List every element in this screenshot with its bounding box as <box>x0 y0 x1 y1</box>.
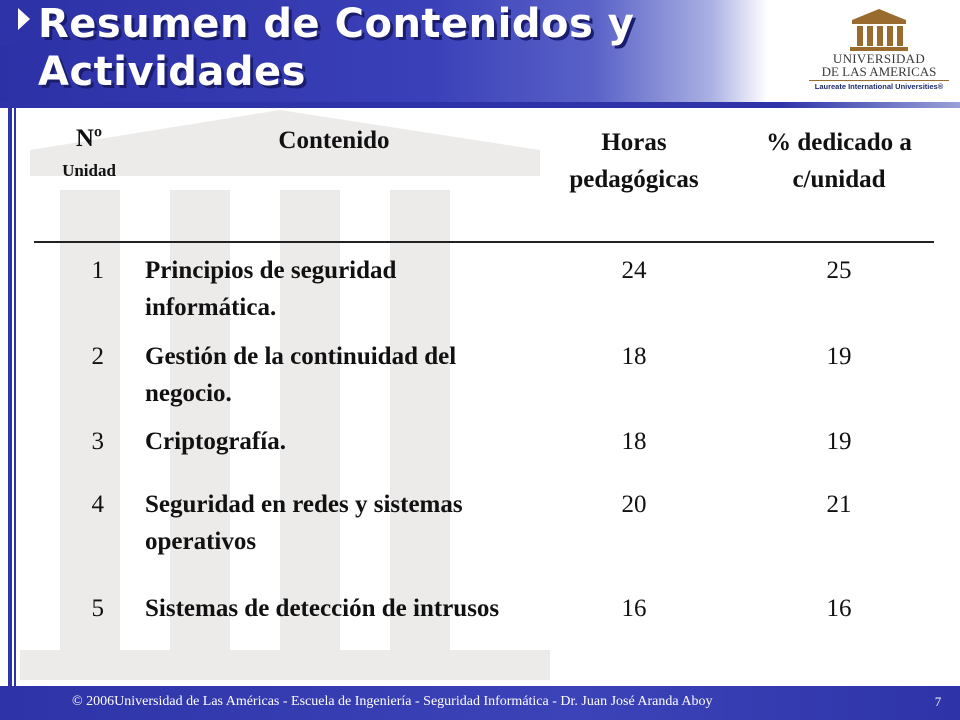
header-content: Contenido <box>278 127 390 154</box>
logo-line-1: UNIVERSIDAD <box>832 51 926 66</box>
columns-building-icon <box>848 8 910 52</box>
header-num-label: Nº <box>75 125 103 152</box>
row-content: Principios de seguridad informática. <box>145 257 397 321</box>
row-hours: 18 <box>621 343 647 370</box>
row-num: 2 <box>91 343 104 370</box>
header-num-sub: Unidad <box>62 161 116 180</box>
header-percent: % dedicado a c/unidad <box>766 129 912 193</box>
header-hours: Horas pedagógicas <box>569 129 699 193</box>
logo-line-3: Laureate International Universities® <box>814 82 944 91</box>
university-logo <box>806 8 952 98</box>
row-hours: 18 <box>621 428 647 455</box>
row-num: 4 <box>91 491 104 518</box>
row-num: 1 <box>91 257 104 284</box>
row-content: Criptografía. <box>145 428 286 455</box>
title-bullet-arrow-icon <box>18 8 30 30</box>
row-percent: 19 <box>826 428 852 455</box>
row-content: Gestión de la continuidad del negocio. <box>145 343 457 407</box>
slide-title: Resumen de Contenidos y Actividades <box>38 1 635 95</box>
row-hours: 20 <box>621 491 647 518</box>
row-hours: 24 <box>621 257 647 284</box>
row-percent: 25 <box>826 257 852 284</box>
row-num: 5 <box>91 595 104 622</box>
table-header <box>34 124 934 242</box>
header-divider <box>34 241 934 243</box>
left-vertical-rule <box>8 100 12 686</box>
header-num <box>34 124 144 188</box>
row-percent: 21 <box>826 491 852 518</box>
row-percent: 16 <box>826 595 852 622</box>
logo-divider <box>809 80 949 81</box>
banner-left-accent <box>0 0 18 46</box>
footer-credits: © 2006Universidad de Las Américas - Escuela de Ingeniería - Seguridad Informática - Dr. Juan José Aranda Aboy <box>72 694 713 709</box>
logo-line-2: DE LAS AMERICAS <box>821 64 937 79</box>
row-hours: 16 <box>621 595 647 622</box>
row-num: 3 <box>91 428 104 455</box>
row-percent: 19 <box>826 343 852 370</box>
left-vertical-rule-thin <box>14 100 16 686</box>
page-number: 7 <box>934 694 942 709</box>
row-content: Sistemas de detección de intrusos <box>145 595 500 622</box>
row-content: Seguridad en redes y sistemas operativos <box>145 491 463 555</box>
banner-underline-fade <box>780 102 960 108</box>
